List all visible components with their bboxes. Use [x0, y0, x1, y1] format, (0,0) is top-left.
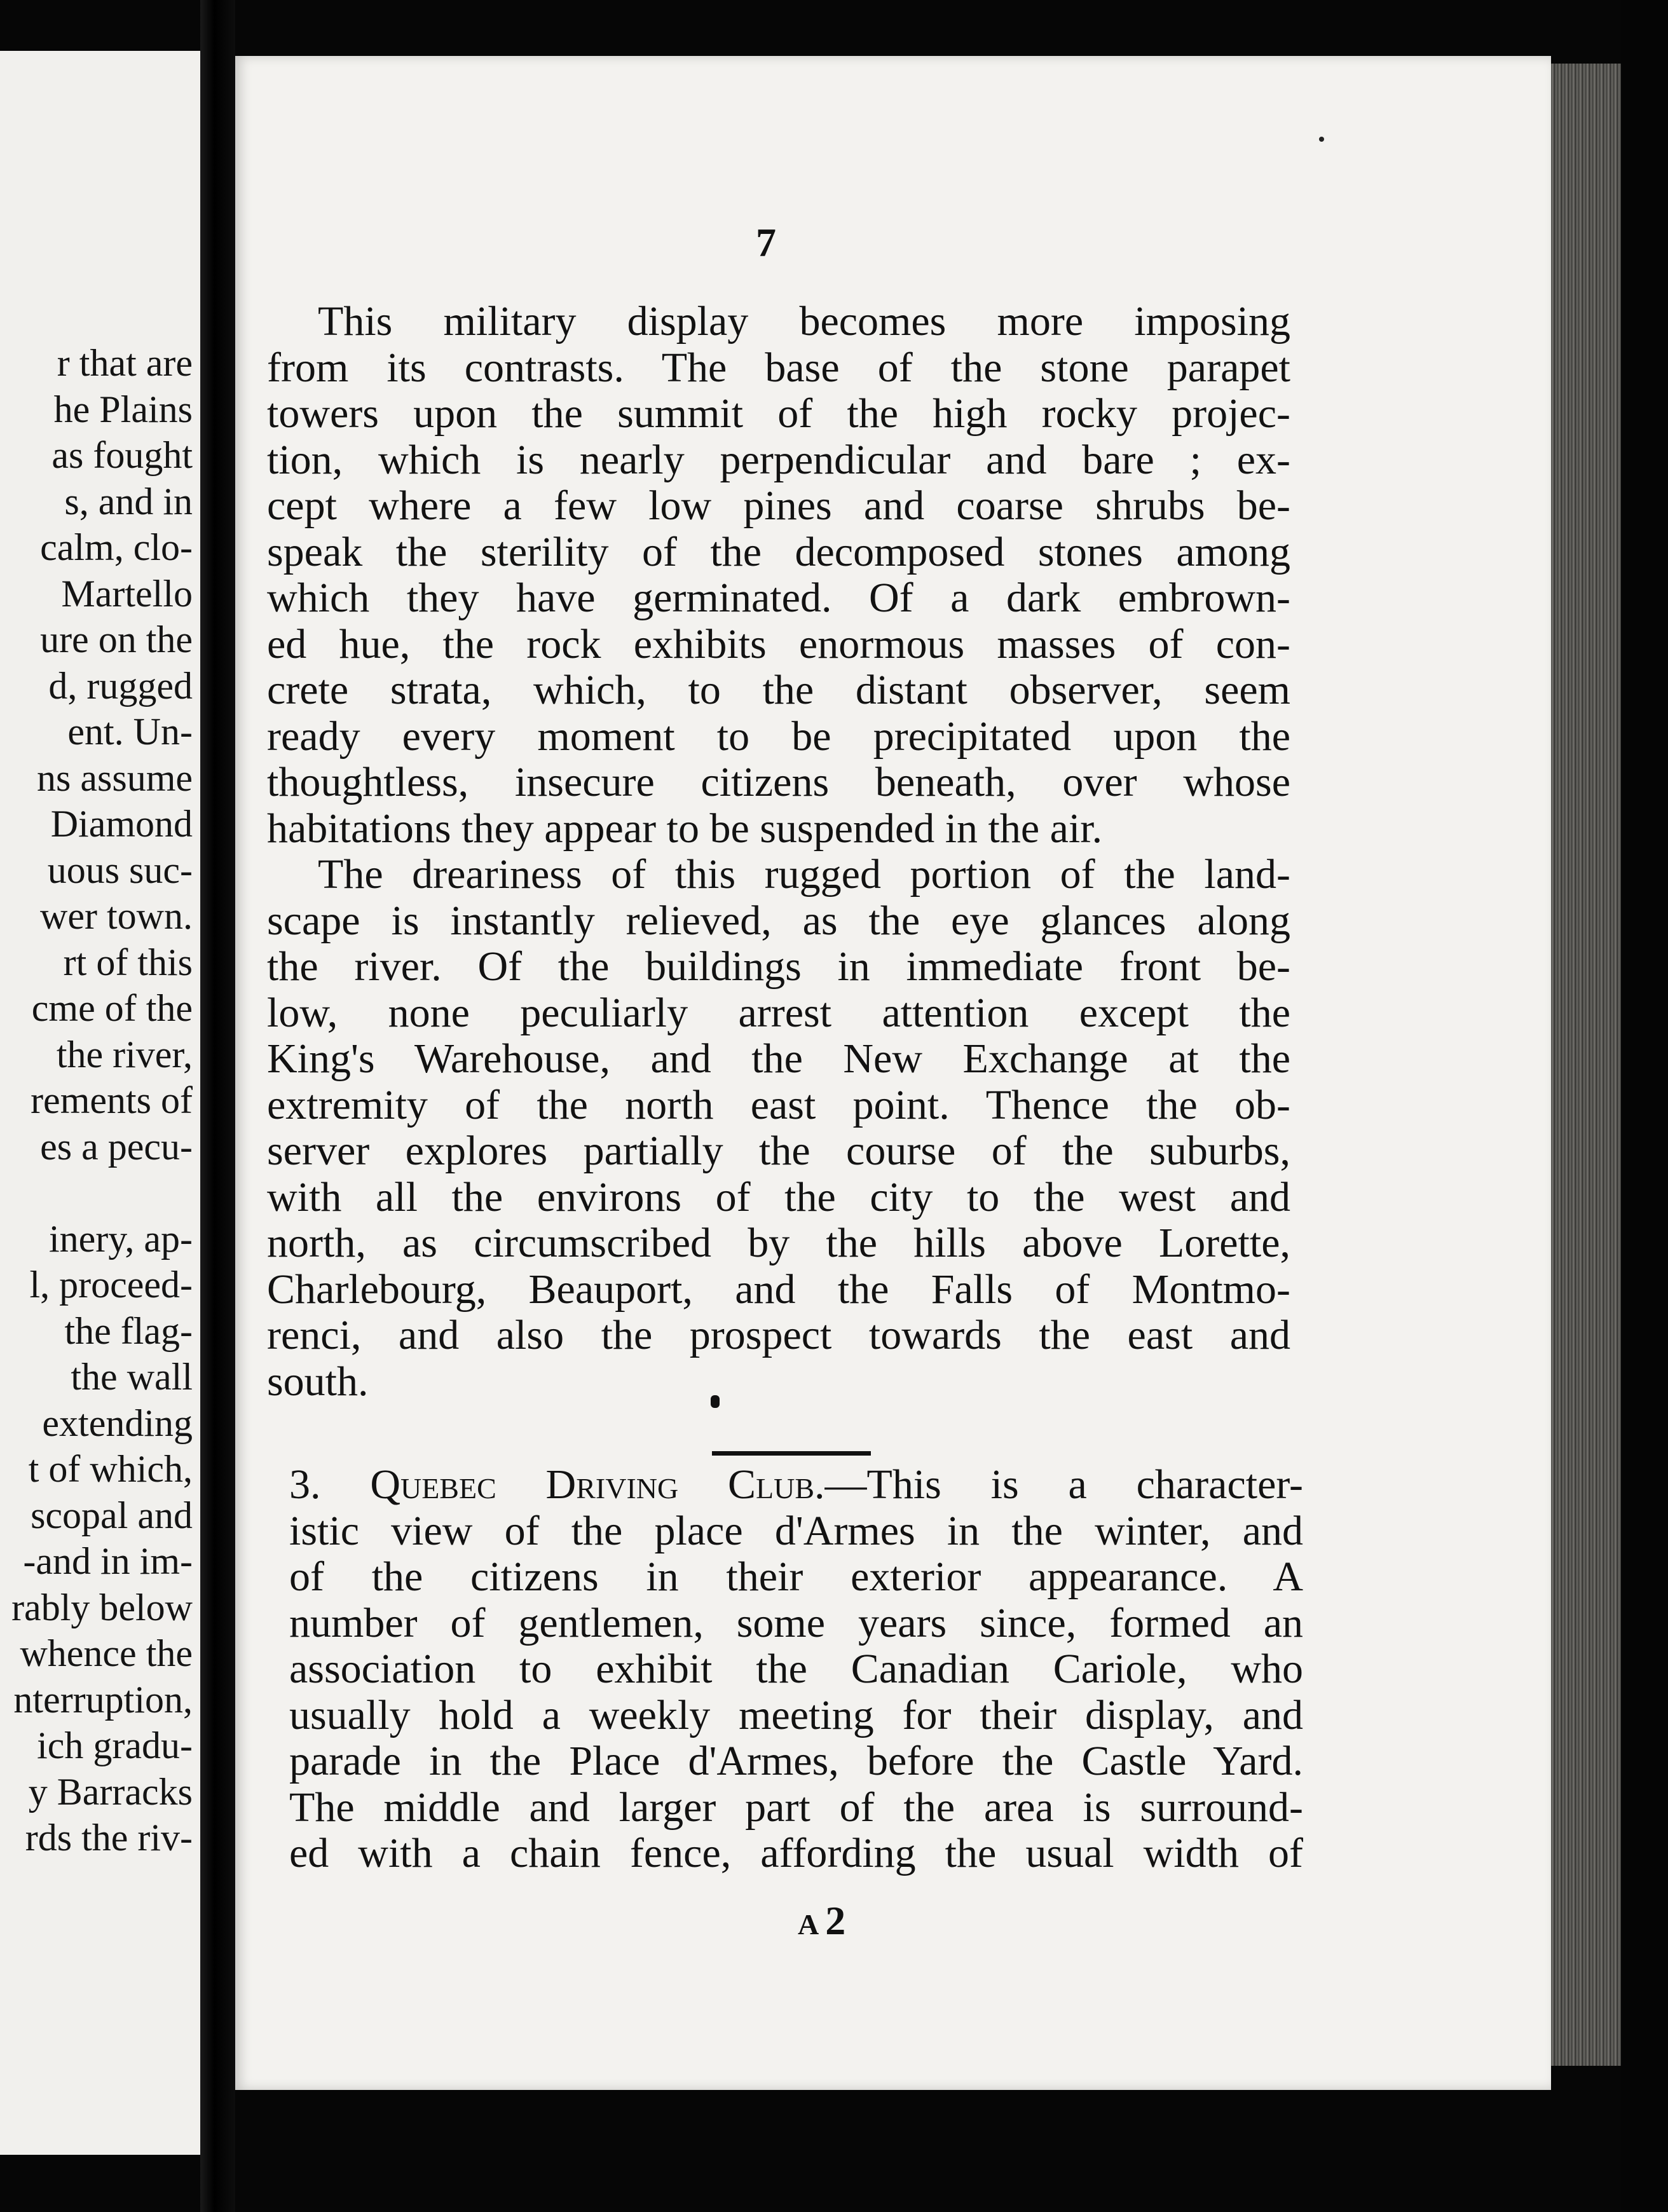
text-line: number of gentlemen, some years since, formed an [289, 1599, 1303, 1646]
paragraph-dreariness [267, 852, 1290, 1405]
previous-page-line: the flag- [64, 1309, 193, 1352]
previous-page-line: wer town. [40, 895, 193, 937]
text-line: tion, which is nearly perpendicular and bare ; ex- [267, 436, 1290, 483]
text-line: association to exhibit the Canadian Cariole, who [289, 1646, 1303, 1692]
previous-page-line: the wall [71, 1356, 193, 1398]
text-line: scape is instantly relieved, as the eye glances along [267, 897, 1290, 944]
previous-page-line: rably below [11, 1586, 193, 1628]
text-line: ed with a chain fence, affording the usual width of [289, 1830, 1303, 1876]
text-line: parade in the Place d'Armes, before the Castle Yard. [289, 1738, 1303, 1784]
text-line: usually hold a weekly meeting for their display, and [289, 1691, 1303, 1738]
previous-page-line: uous suc- [47, 849, 193, 891]
previous-page-fragment [0, 51, 200, 2155]
scan-border [1621, 0, 1668, 2212]
section-heading-continuation: —This is a character- [824, 1461, 1304, 1508]
text-line: King's Warehouse, and the New Exchange at the [267, 1035, 1290, 1082]
text-line: thoughtless, insecure citizens beneath, over whose [267, 759, 1290, 805]
text-line: speak the sterility of the decomposed stones among [267, 528, 1290, 575]
ink-speck [1319, 137, 1324, 142]
previous-page-line: d, rugged [48, 664, 193, 707]
previous-page-line: scopal and [31, 1494, 193, 1536]
text-line: crete strata, which, to the distant observer, seem [267, 667, 1290, 713]
previous-page-text [11, 340, 193, 1861]
text-line: ed hue, the rock exhibits enormous masses of con- [267, 620, 1290, 667]
section-heading: Quebec Driving Club. [370, 1461, 825, 1508]
previous-page-line: Diamond [50, 803, 193, 845]
previous-page-line: as fought [51, 434, 193, 476]
section-quebec-driving-club [289, 1462, 1303, 1877]
previous-page-line: whence the [20, 1632, 193, 1674]
previous-page-line: calm, clo- [40, 526, 193, 568]
section-number: 3. [289, 1461, 321, 1508]
text-line: Charlebourg, Beauport, and the Falls of Montmo- [267, 1266, 1290, 1313]
text-line: with all the environs of the city to the west and [267, 1173, 1290, 1220]
section-first-line [289, 1462, 1303, 1508]
ornament-mark [711, 1395, 720, 1408]
previous-page-line: nterruption, [13, 1678, 193, 1721]
body-text [267, 299, 1290, 1405]
previous-page-line: the river, [56, 1033, 193, 1075]
text-line: extremity of the north east point. Thence the ob- [267, 1081, 1290, 1128]
signature-letter: A [798, 1908, 826, 1941]
text-line: The middle and larger part of the area is surround- [289, 1784, 1303, 1831]
previous-page-line: ure on the [40, 618, 193, 660]
previous-page-line: ent. Un- [67, 711, 193, 753]
previous-page-line: r that are [57, 342, 193, 384]
previous-page-line: s, and in [64, 480, 193, 522]
previous-page-line: he Plains [53, 388, 193, 430]
previous-page-line: rt of this [63, 941, 193, 983]
text-line: low, none peculiarly arrest attention except the [267, 989, 1290, 1036]
previous-page-line: t of which, [28, 1448, 193, 1490]
section-divider [712, 1451, 871, 1456]
text-line: the river. Of the buildings in immediate front be- [267, 943, 1290, 990]
text-line: renci, and also the prospect towards the east and [267, 1312, 1290, 1358]
text-line: from its contrasts. The base of the stone parapet [267, 344, 1290, 391]
text-line: which they have germinated. Of a dark embrown- [267, 575, 1290, 621]
text-line: towers upon the summit of the high rocky projec- [267, 390, 1290, 437]
previous-page-line: ns assume [37, 756, 193, 799]
previous-page-line: cme of the [31, 987, 193, 1029]
previous-page-line: l, proceed- [29, 1264, 193, 1306]
signature-number: 2 [825, 1898, 852, 1943]
text-line: north, as circumscribed by the hills above Lorette, [267, 1220, 1290, 1266]
text-line: istic view of the place d'Armes in the winter, and [289, 1507, 1303, 1554]
paragraph-military-display [267, 299, 1290, 852]
text-line: cept where a few low pines and coarse shrubs be- [267, 482, 1290, 529]
text-line: of the citizens in their exterior appearance. A [289, 1553, 1303, 1600]
text-line: ready every moment to be precipitated upon the [267, 713, 1290, 760]
previous-page-line: rements of [31, 1079, 193, 1121]
signature-mark [798, 1897, 852, 1944]
previous-page-line [11, 1170, 193, 1216]
previous-page-line: rds the riv- [25, 1817, 193, 1859]
previous-page-line: y Barracks [28, 1770, 193, 1813]
page-edges [1551, 64, 1621, 2066]
previous-page-line: -and in im- [23, 1540, 193, 1582]
previous-page-line: es a pecu- [40, 1125, 193, 1168]
text-line: This military display becomes more imposing [318, 298, 1290, 345]
page-number: 7 [756, 220, 776, 265]
previous-page-line: extending [42, 1402, 193, 1444]
previous-page-line: ich gradu- [37, 1724, 193, 1766]
text-line: The dreariness of this rugged portion of the land- [318, 851, 1290, 898]
text-line: habitations they appear to be suspended in the air. [267, 805, 1103, 852]
text-line: south. [267, 1358, 369, 1405]
previous-page-line: Martello [61, 572, 193, 615]
text-line: server explores partially the course of the suburbs, [267, 1128, 1290, 1174]
book-gutter [200, 0, 235, 2212]
previous-page-line: inery, ap- [49, 1217, 193, 1260]
